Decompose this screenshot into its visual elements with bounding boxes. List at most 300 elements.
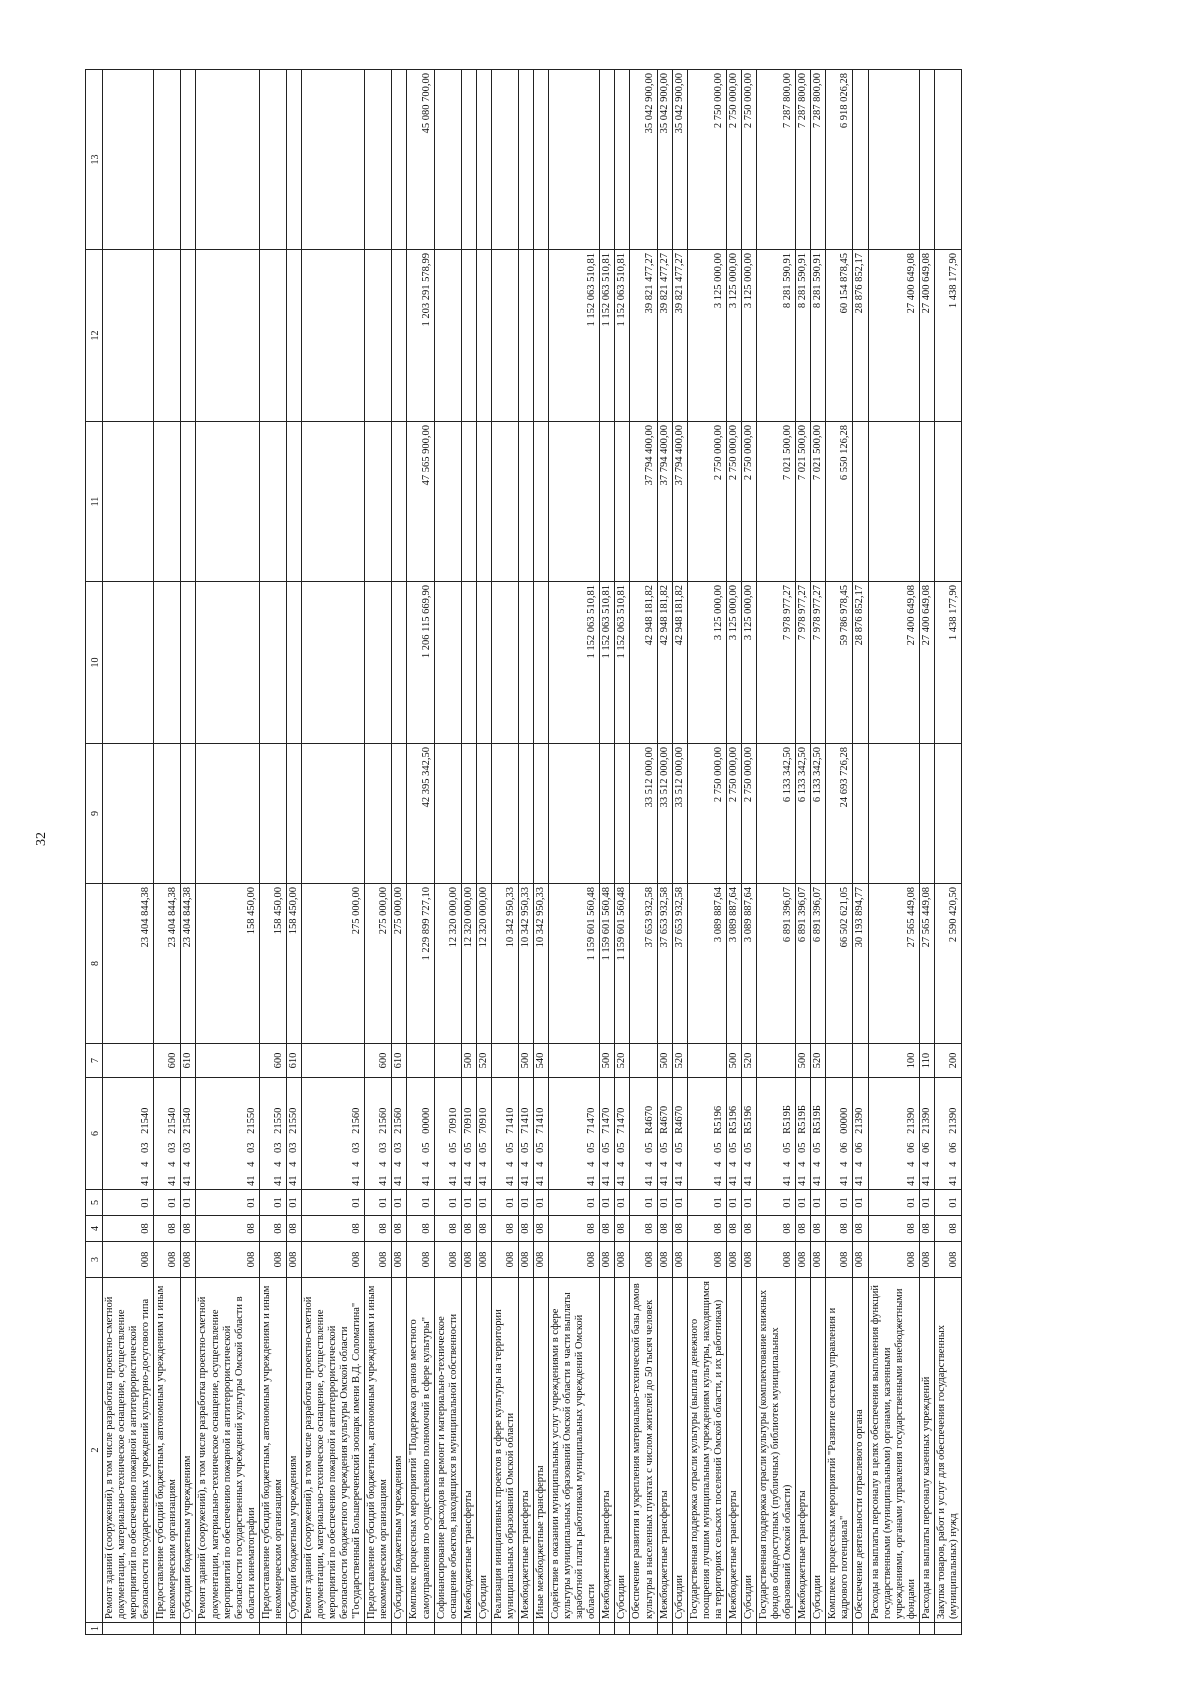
- amount-col12-cell: 8 281 590,91: [811, 250, 826, 422]
- section-code-cell: 08: [757, 1216, 796, 1242]
- table-row: [630, 70, 657, 1635]
- grbs-code-cell: 008: [407, 1242, 434, 1278]
- target-article-cell: 41 4 06 21390: [853, 1078, 868, 1190]
- column-number: 10: [86, 582, 103, 744]
- target-article-cell: 41 4 03 21550: [286, 1078, 301, 1190]
- target-article-cell: 41 4 05 R5196: [741, 1078, 756, 1190]
- expense-type-cell: 610: [181, 1044, 196, 1078]
- expense-type-cell: [853, 1044, 868, 1078]
- amount-col11-cell: [615, 422, 630, 582]
- amount-col9-cell: [549, 744, 600, 884]
- amount-col13-cell: [392, 70, 407, 250]
- table-row: [434, 70, 461, 1635]
- amount-col8-cell: 275 000,00: [365, 884, 392, 1044]
- amount-col13-cell: [934, 70, 961, 250]
- expense-type-cell: [687, 1044, 726, 1078]
- expense-type-cell: 500: [796, 1044, 811, 1078]
- amount-col10-cell: 27 400 649,08: [868, 582, 919, 744]
- expense-type-cell: 100: [868, 1044, 919, 1078]
- amount-col9-cell: 6 133 342,50: [811, 744, 826, 884]
- amount-col9-cell: [600, 744, 615, 884]
- amount-col8-cell: 23 404 844,38: [103, 884, 154, 1044]
- column-number: 6: [86, 1078, 103, 1190]
- expense-type-cell: [196, 1044, 259, 1078]
- grbs-code-cell: 008: [919, 1242, 934, 1278]
- amount-col8-cell: 158 450,00: [286, 884, 301, 1044]
- expenditure-name-cell: Закупка товаров, работ и услуг для обеспечения государственных (муниципальных) нужд: [934, 1278, 961, 1623]
- table-row: [476, 70, 491, 1635]
- expenditure-name-cell: Межбюджетные трансферты: [518, 1278, 533, 1623]
- amount-col9-cell: 42 395 342,50: [407, 744, 434, 884]
- row-index-cell: [615, 1623, 630, 1635]
- amount-col11-cell: [934, 422, 961, 582]
- amount-col10-cell: [365, 582, 392, 744]
- target-article-cell: 41 4 05 00000: [407, 1078, 434, 1190]
- amount-col8-cell: 1 159 601 560,48: [600, 884, 615, 1044]
- amount-col13-cell: [853, 70, 868, 250]
- column-number-header-row: [86, 70, 103, 1635]
- table-row: [259, 70, 286, 1635]
- amount-col11-cell: [196, 422, 259, 582]
- amount-col10-cell: 3 125 000,00: [726, 582, 741, 744]
- column-number: 5: [86, 1190, 103, 1216]
- section-code-cell: 08: [741, 1216, 756, 1242]
- subsection-code-cell: 01: [600, 1190, 615, 1216]
- expense-type-cell: [103, 1044, 154, 1078]
- subsection-code-cell: 01: [687, 1190, 726, 1216]
- amount-col12-cell: 39 821 477,27: [672, 250, 687, 422]
- amount-col13-cell: [301, 70, 364, 250]
- amount-col11-cell: 2 750 000,00: [741, 422, 756, 582]
- section-code-cell: 08: [630, 1216, 657, 1242]
- amount-col13-cell: 7 287 800,00: [811, 70, 826, 250]
- table-row: [196, 70, 259, 1635]
- column-number: 13: [86, 70, 103, 250]
- section-code-cell: 08: [407, 1216, 434, 1242]
- section-code-cell: 08: [534, 1216, 549, 1242]
- amount-col12-cell: [181, 250, 196, 422]
- amount-col11-cell: 2 750 000,00: [687, 422, 726, 582]
- subsection-code-cell: 01: [491, 1190, 518, 1216]
- target-article-cell: 41 4 05 71470: [615, 1078, 630, 1190]
- expense-type-cell: 520: [811, 1044, 826, 1078]
- subsection-code-cell: 01: [534, 1190, 549, 1216]
- amount-col10-cell: 42 948 181,82: [672, 582, 687, 744]
- expense-type-cell: 600: [259, 1044, 286, 1078]
- section-code-cell: 08: [103, 1216, 154, 1242]
- expense-type-cell: 540: [534, 1044, 549, 1078]
- amount-col13-cell: 6 918 026,28: [826, 70, 853, 250]
- table-row: [392, 70, 407, 1635]
- amount-col8-cell: 10 342 950,33: [491, 884, 518, 1044]
- grbs-code-cell: 008: [600, 1242, 615, 1278]
- amount-col11-cell: [301, 422, 364, 582]
- amount-col10-cell: 3 125 000,00: [687, 582, 726, 744]
- section-code-cell: 08: [196, 1216, 259, 1242]
- grbs-code-cell: 008: [549, 1242, 600, 1278]
- target-article-cell: 41 4 05 70910: [461, 1078, 476, 1190]
- column-number: 9: [86, 744, 103, 884]
- subsection-code-cell: 01: [934, 1190, 961, 1216]
- amount-col12-cell: [365, 250, 392, 422]
- amount-col13-cell: [365, 70, 392, 250]
- amount-col11-cell: [491, 422, 518, 582]
- section-code-cell: 08: [600, 1216, 615, 1242]
- subsection-code-cell: 01: [434, 1190, 461, 1216]
- subsection-code-cell: 01: [796, 1190, 811, 1216]
- grbs-code-cell: 008: [103, 1242, 154, 1278]
- row-index-cell: [796, 1623, 811, 1635]
- column-number: 4: [86, 1216, 103, 1242]
- amount-col13-cell: [919, 70, 934, 250]
- amount-col13-cell: [868, 70, 919, 250]
- amount-col12-cell: [301, 250, 364, 422]
- table-row: [518, 70, 533, 1635]
- amount-col12-cell: [154, 250, 181, 422]
- amount-col8-cell: 23 404 844,38: [181, 884, 196, 1044]
- amount-col8-cell: 1 159 601 560,48: [615, 884, 630, 1044]
- table-row: [181, 70, 196, 1635]
- expense-type-cell: [434, 1044, 461, 1078]
- expenditure-name-cell: Межбюджетные трансферты: [657, 1278, 672, 1623]
- row-index-cell: [154, 1623, 181, 1635]
- amount-col10-cell: 7 978 977,27: [811, 582, 826, 744]
- row-index-cell: [826, 1623, 853, 1635]
- section-code-cell: 08: [919, 1216, 934, 1242]
- subsection-code-cell: 01: [518, 1190, 533, 1216]
- amount-col11-cell: 47 565 900,00: [407, 422, 434, 582]
- amount-col8-cell: 6 891 396,07: [811, 884, 826, 1044]
- subsection-code-cell: 01: [868, 1190, 919, 1216]
- expense-type-cell: [757, 1044, 796, 1078]
- section-code-cell: 08: [461, 1216, 476, 1242]
- amount-col9-cell: [518, 744, 533, 884]
- row-index-cell: [434, 1623, 461, 1635]
- row-index-cell: [672, 1623, 687, 1635]
- column-number: 2: [86, 1278, 103, 1623]
- amount-col8-cell: 66 502 621,05: [826, 884, 853, 1044]
- amount-col10-cell: 1 152 063 510,81: [549, 582, 600, 744]
- amount-col10-cell: 1 438 177,90: [934, 582, 961, 744]
- amount-col13-cell: [518, 70, 533, 250]
- amount-col13-cell: [615, 70, 630, 250]
- amount-col11-cell: 2 750 000,00: [726, 422, 741, 582]
- amount-col11-cell: [919, 422, 934, 582]
- expense-type-cell: 500: [657, 1044, 672, 1078]
- amount-col12-cell: [491, 250, 518, 422]
- amount-col8-cell: 37 653 932,58: [657, 884, 672, 1044]
- amount-col9-cell: 2 750 000,00: [726, 744, 741, 884]
- amount-col11-cell: [534, 422, 549, 582]
- expenditure-name-cell: Ремонт зданий (сооружений), в том числе разработка проектно-сметной документации, материально-техническое оснащение, осуществление мероприятий по обеспечению пожарной и антитеррористической безопасности государственных учреждений культуры Омской области в области кинематографии: [196, 1278, 259, 1623]
- section-code-cell: 08: [392, 1216, 407, 1242]
- subsection-code-cell: 01: [741, 1190, 756, 1216]
- expenditure-name-cell: Межбюджетные трансферты: [726, 1278, 741, 1623]
- subsection-code-cell: 01: [301, 1190, 364, 1216]
- amount-col12-cell: 3 125 000,00: [726, 250, 741, 422]
- amount-col13-cell: 2 750 000,00: [726, 70, 741, 250]
- expense-type-cell: [826, 1044, 853, 1078]
- amount-col8-cell: 12 320 000,00: [461, 884, 476, 1044]
- grbs-code-cell: 008: [154, 1242, 181, 1278]
- target-article-cell: 41 4 05 70910: [476, 1078, 491, 1190]
- expenditure-name-cell: Софинансирование расходов на ремонт и материально-техническое оснащение объектов, находящихся в муниципальной собственности: [434, 1278, 461, 1623]
- expenditure-name-cell: Расходы на выплаты персоналу казенных учреждений: [919, 1278, 934, 1623]
- expenditure-name-cell: Обеспечение развития и укрепления материально-технической базы домов культуры в населенных пунктах с числом жителей до 50 тысяч человек: [630, 1278, 657, 1623]
- target-article-cell: 41 4 03 21560: [392, 1078, 407, 1190]
- grbs-code-cell: 008: [615, 1242, 630, 1278]
- amount-col9-cell: 2 750 000,00: [687, 744, 726, 884]
- amount-col12-cell: 28 876 852,17: [853, 250, 868, 422]
- grbs-code-cell: 008: [687, 1242, 726, 1278]
- amount-col10-cell: [461, 582, 476, 744]
- amount-col10-cell: 42 948 181,82: [657, 582, 672, 744]
- amount-col8-cell: 6 891 396,07: [796, 884, 811, 1044]
- grbs-code-cell: 008: [196, 1242, 259, 1278]
- expenditure-name-cell: Реализация инициативных проектов в сфере культуры на территории муниципальных образований Омской области: [491, 1278, 518, 1623]
- amount-col8-cell: 1 159 601 560,48: [549, 884, 600, 1044]
- expenditure-name-cell: Государственная поддержка отрасли культуры (выплата денежного поощрения лучшим муниципальным учреждениям культуры, находящимся на территориях сельских поселений Омской области, и их работникам): [687, 1278, 726, 1623]
- expense-type-cell: 600: [154, 1044, 181, 1078]
- amount-col10-cell: 59 786 978,45: [826, 582, 853, 744]
- amount-col12-cell: 1 203 291 578,99: [407, 250, 434, 422]
- amount-col11-cell: 7 021 500,00: [757, 422, 796, 582]
- row-index-cell: [461, 1623, 476, 1635]
- subsection-code-cell: 01: [154, 1190, 181, 1216]
- expenditure-name-cell: Предоставление субсидий бюджетным, автономным учреждениям и иным некоммерческим организациям: [154, 1278, 181, 1623]
- amount-col9-cell: [259, 744, 286, 884]
- amount-col8-cell: 27 565 449,08: [919, 884, 934, 1044]
- amount-col11-cell: [154, 422, 181, 582]
- subsection-code-cell: 01: [726, 1190, 741, 1216]
- grbs-code-cell: 008: [826, 1242, 853, 1278]
- table-row: [741, 70, 756, 1635]
- expenditure-name-cell: Межбюджетные трансферты: [600, 1278, 615, 1623]
- row-index-cell: [919, 1623, 934, 1635]
- section-code-cell: 08: [181, 1216, 196, 1242]
- amount-col12-cell: 8 281 590,91: [757, 250, 796, 422]
- amount-col12-cell: [534, 250, 549, 422]
- grbs-code-cell: 008: [476, 1242, 491, 1278]
- amount-col8-cell: 10 342 950,33: [518, 884, 533, 1044]
- section-code-cell: 08: [301, 1216, 364, 1242]
- amount-col8-cell: 30 193 894,77: [853, 884, 868, 1044]
- amount-col9-cell: 2 750 000,00: [741, 744, 756, 884]
- row-index-cell: [630, 1623, 657, 1635]
- amount-col13-cell: 35 042 900,00: [672, 70, 687, 250]
- amount-col9-cell: [103, 744, 154, 884]
- expenditure-name-cell: Субсидии: [672, 1278, 687, 1623]
- page-number: 32: [34, 832, 49, 846]
- expense-type-cell: 600: [365, 1044, 392, 1078]
- table-row: [534, 70, 549, 1635]
- amount-col8-cell: 275 000,00: [392, 884, 407, 1044]
- grbs-code-cell: 008: [461, 1242, 476, 1278]
- table-row: [103, 70, 154, 1635]
- expenditure-name-cell: Иные межбюджетные трансферты: [534, 1278, 549, 1623]
- expenditure-name-cell: Субсидии бюджетным учреждениям: [181, 1278, 196, 1623]
- section-code-cell: 08: [687, 1216, 726, 1242]
- section-code-cell: 08: [434, 1216, 461, 1242]
- subsection-code-cell: 01: [657, 1190, 672, 1216]
- table-row: [853, 70, 868, 1635]
- grbs-code-cell: 008: [286, 1242, 301, 1278]
- expenditure-name-cell: Субсидии: [741, 1278, 756, 1623]
- table-row: [757, 70, 796, 1635]
- amount-col13-cell: [549, 70, 600, 250]
- expense-type-cell: 500: [600, 1044, 615, 1078]
- amount-col11-cell: 37 794 400,00: [630, 422, 657, 582]
- grbs-code-cell: 008: [181, 1242, 196, 1278]
- amount-col8-cell: 27 565 449,08: [868, 884, 919, 1044]
- amount-col10-cell: [259, 582, 286, 744]
- target-article-cell: 41 4 03 21550: [259, 1078, 286, 1190]
- expenditure-name-cell: Субсидии: [615, 1278, 630, 1623]
- expenditure-name-cell: Субсидии: [811, 1278, 826, 1623]
- amount-col10-cell: [534, 582, 549, 744]
- section-code-cell: 08: [491, 1216, 518, 1242]
- expense-type-cell: 500: [726, 1044, 741, 1078]
- amount-col9-cell: 6 133 342,50: [796, 744, 811, 884]
- expenditure-name-cell: Комплекс процессных мероприятий "Поддержка органов местного самоуправления по осуществлению полномочий в сфере культуры": [407, 1278, 434, 1623]
- target-article-cell: 41 4 05 71470: [549, 1078, 600, 1190]
- amount-col10-cell: 3 125 000,00: [741, 582, 756, 744]
- amount-col12-cell: [103, 250, 154, 422]
- row-index-cell: [741, 1623, 756, 1635]
- grbs-code-cell: 008: [365, 1242, 392, 1278]
- table-row: [687, 70, 726, 1635]
- row-index-cell: [491, 1623, 518, 1635]
- amount-col9-cell: [534, 744, 549, 884]
- amount-col12-cell: 1 152 063 510,81: [615, 250, 630, 422]
- amount-col8-cell: 2 590 420,50: [934, 884, 961, 1044]
- amount-col13-cell: 35 042 900,00: [630, 70, 657, 250]
- target-article-cell: 41 4 03 21560: [301, 1078, 364, 1190]
- amount-col12-cell: 3 125 000,00: [687, 250, 726, 422]
- amount-col12-cell: 27 400 649,08: [868, 250, 919, 422]
- amount-col11-cell: 37 794 400,00: [657, 422, 672, 582]
- amount-col11-cell: 37 794 400,00: [672, 422, 687, 582]
- amount-col13-cell: 2 750 000,00: [687, 70, 726, 250]
- amount-col8-cell: 10 342 950,33: [534, 884, 549, 1044]
- amount-col12-cell: [518, 250, 533, 422]
- amount-col10-cell: 28 876 852,17: [853, 582, 868, 744]
- amount-col11-cell: [476, 422, 491, 582]
- grbs-code-cell: 008: [868, 1242, 919, 1278]
- target-article-cell: 41 4 03 21540: [181, 1078, 196, 1190]
- table-row: [154, 70, 181, 1635]
- expense-type-cell: 500: [461, 1044, 476, 1078]
- expense-type-cell: 110: [919, 1044, 934, 1078]
- subsection-code-cell: 01: [853, 1190, 868, 1216]
- table-row: [657, 70, 672, 1635]
- target-article-cell: 41 4 05 R5196: [687, 1078, 726, 1190]
- expenditure-name-cell: Государственная поддержка отрасли культуры (комплектование книжных фондов общедоступных (публичных) библиотек муниципальных образований Омской области): [757, 1278, 796, 1623]
- amount-col8-cell: 158 450,00: [196, 884, 259, 1044]
- subsection-code-cell: 01: [919, 1190, 934, 1216]
- subsection-code-cell: 01: [672, 1190, 687, 1216]
- target-article-cell: 41 4 05 71410: [491, 1078, 518, 1190]
- amount-col10-cell: [196, 582, 259, 744]
- amount-col12-cell: 1 438 177,90: [934, 250, 961, 422]
- amount-col12-cell: [259, 250, 286, 422]
- subsection-code-cell: 01: [103, 1190, 154, 1216]
- target-article-cell: 41 4 06 00000: [826, 1078, 853, 1190]
- section-code-cell: 08: [476, 1216, 491, 1242]
- row-index-cell: [365, 1623, 392, 1635]
- amount-col8-cell: 3 089 887,64: [687, 884, 726, 1044]
- row-index-cell: [687, 1623, 726, 1635]
- amount-col9-cell: [392, 744, 407, 884]
- target-article-cell: 41 4 05 R4670: [657, 1078, 672, 1190]
- subsection-code-cell: 01: [407, 1190, 434, 1216]
- table-row: [365, 70, 392, 1635]
- subsection-code-cell: 01: [630, 1190, 657, 1216]
- row-index-cell: [301, 1623, 364, 1635]
- amount-col12-cell: 39 821 477,27: [630, 250, 657, 422]
- subsection-code-cell: 01: [181, 1190, 196, 1216]
- row-index-cell: [518, 1623, 533, 1635]
- amount-col9-cell: [196, 744, 259, 884]
- amount-col9-cell: [868, 744, 919, 884]
- target-article-cell: 41 4 05 R4670: [630, 1078, 657, 1190]
- budget-table: [85, 69, 962, 1635]
- amount-col11-cell: [103, 422, 154, 582]
- expenditure-name-cell: Предоставление субсидий бюджетным, автономным учреждениям и иным некоммерческим организациям: [259, 1278, 286, 1623]
- target-article-cell: 41 4 03 21540: [154, 1078, 181, 1190]
- row-index-cell: [549, 1623, 600, 1635]
- amount-col12-cell: 3 125 000,00: [741, 250, 756, 422]
- amount-col10-cell: 1 152 063 510,81: [600, 582, 615, 744]
- amount-col11-cell: 7 021 500,00: [811, 422, 826, 582]
- amount-col11-cell: [853, 422, 868, 582]
- section-code-cell: 08: [286, 1216, 301, 1242]
- row-index-cell: [934, 1623, 961, 1635]
- subsection-code-cell: 01: [392, 1190, 407, 1216]
- grbs-code-cell: 008: [392, 1242, 407, 1278]
- amount-col8-cell: 23 404 844,38: [154, 884, 181, 1044]
- amount-col9-cell: 24 693 726,28: [826, 744, 853, 884]
- target-article-cell: 41 4 05 71470: [600, 1078, 615, 1190]
- amount-col13-cell: [259, 70, 286, 250]
- amount-col12-cell: 39 821 477,27: [657, 250, 672, 422]
- amount-col10-cell: 7 978 977,27: [757, 582, 796, 744]
- table-row: [919, 70, 934, 1635]
- amount-col11-cell: [868, 422, 919, 582]
- grbs-code-cell: 008: [811, 1242, 826, 1278]
- amount-col9-cell: [286, 744, 301, 884]
- amount-col13-cell: [434, 70, 461, 250]
- section-code-cell: 08: [826, 1216, 853, 1242]
- section-code-cell: 08: [365, 1216, 392, 1242]
- amount-col9-cell: [853, 744, 868, 884]
- section-code-cell: 08: [615, 1216, 630, 1242]
- subsection-code-cell: 01: [286, 1190, 301, 1216]
- row-index-cell: [392, 1623, 407, 1635]
- expense-type-cell: [407, 1044, 434, 1078]
- table-row: [934, 70, 961, 1635]
- amount-col9-cell: [181, 744, 196, 884]
- row-index-cell: [103, 1623, 154, 1635]
- grbs-code-cell: 008: [259, 1242, 286, 1278]
- column-number: 3: [86, 1242, 103, 1278]
- column-number: 12: [86, 250, 103, 422]
- grbs-code-cell: 008: [434, 1242, 461, 1278]
- grbs-code-cell: 008: [657, 1242, 672, 1278]
- amount-col9-cell: [934, 744, 961, 884]
- amount-col10-cell: [476, 582, 491, 744]
- section-code-cell: 08: [259, 1216, 286, 1242]
